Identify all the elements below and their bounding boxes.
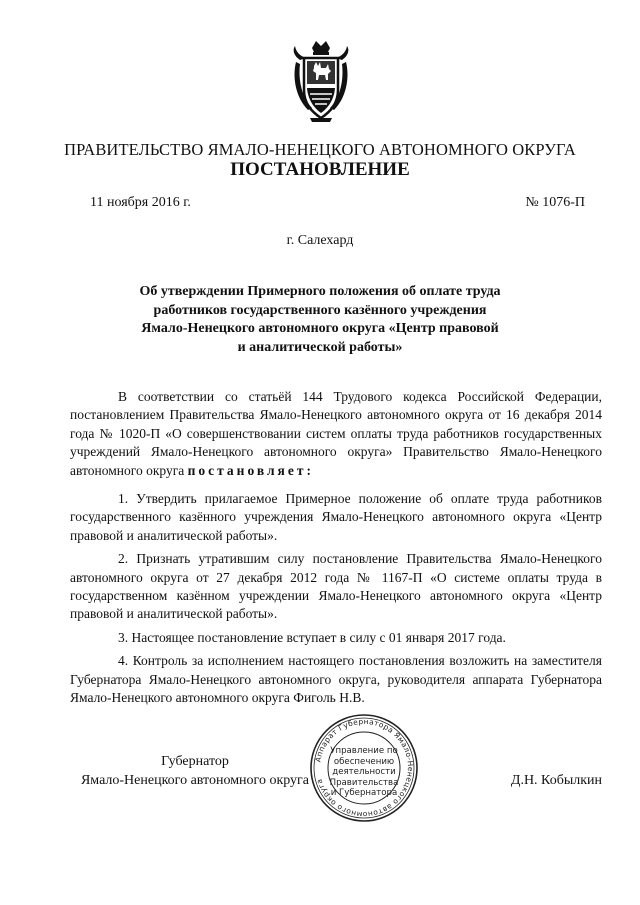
clause-paragraph: 3. Настоящее постановление вступает в силу с 01 января 2017 года.	[118, 629, 506, 645]
clause-paragraph: 4. Контроль за исполнением настоящего постановления возложить на заместителя Губернатора Ямало-Ненецкого автономного округа, руководителя аппарата Губернатора Ямало-Ненецкого автономного округа Фиголь Н.В.	[70, 653, 602, 706]
preamble-text: В соответствии со статьёй 144 Трудового кодекса Российской Федерации, постановлением Правительства Ямало-Ненецкого автономного округа от 16 декабря 2014 года № 1020-П «О совершенствовании систем оплаты труда работников государственных учреждений Ямало-Ненецкого автономного округа» Правительство Ямало-Ненецкого автономного округа	[70, 389, 602, 478]
signatory-region: Ямало-Ненецкого автономного округа	[80, 773, 310, 788]
title-line: и аналитической работы»	[237, 339, 403, 355]
signatory-title	[60, 752, 330, 790]
document-date: 11 ноября 2016 г.	[90, 195, 191, 210]
decree-word: постановляет:	[187, 462, 314, 478]
stamp-inner-text: Управление по обеспечению деятельности Правительства и Губернатора	[329, 746, 399, 799]
signatory-position: Губернатор	[161, 754, 229, 769]
document-title	[120, 283, 520, 357]
document-number: № 1076-П	[525, 195, 585, 210]
preamble-paragraph	[70, 388, 602, 480]
government-name: ПРАВИТЕЛЬСТВО ЯМАЛО-НЕНЕЦКОГО АВТОНОМНОГО ОКРУГА	[64, 140, 576, 159]
title-line: Об утверждении Примерного положения об оплате труда	[139, 284, 501, 299]
title-line: работников государственного казённого учреждения	[153, 302, 487, 318]
coat-of-arms-icon	[290, 38, 352, 124]
signatory-name: Д.Н. Кобылкин	[510, 773, 602, 788]
document-type-heading: ПОСТАНОВЛЕНИЕ	[230, 159, 410, 180]
document-city: г. Салехард	[286, 233, 354, 248]
clause-paragraph: 2. Признать утратившим силу постановление Правительства Ямало-Ненецкого автономного округа от 27 декабря 2012 года № 1167-П «О системе оплаты труда в государственном казённом учреждении Ямало-Ненецкого автономного округа «Центр правовой и аналитической работы».	[70, 551, 602, 622]
document-body	[70, 388, 602, 713]
title-line: Ямало-Ненецкого автономного округа «Центр правовой	[141, 321, 499, 336]
stamp-ring-text: Аппарат Губернатора Ямало-Ненецкого автономного округа	[313, 716, 416, 820]
clause-paragraph: 1. Утвердить прилагаемое Примерное положение об оплате труда работников государственного казённого учреждения Ямало-Ненецкого автономного округа «Центр правовой и аналитической работы».	[70, 491, 602, 543]
